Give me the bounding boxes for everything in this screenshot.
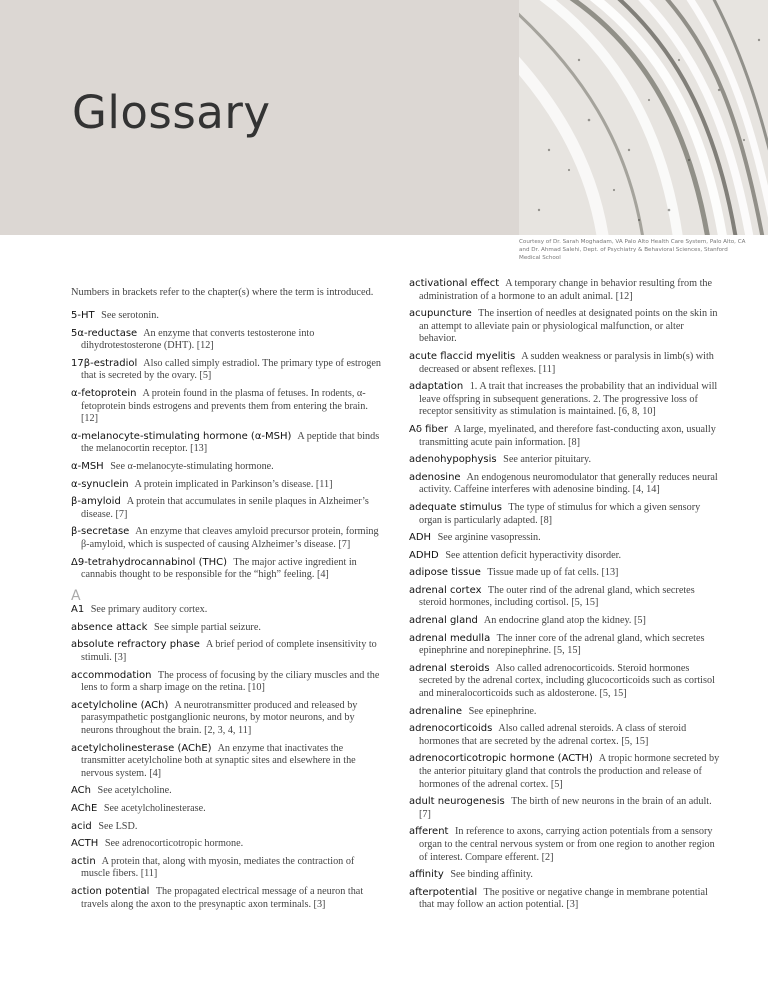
entry-definition: See epinephrine. [468,705,537,717]
entry-definition: The major active ingredient in cannabis thought to be responsible for the “high” feeling. [4] [81,556,357,581]
entry-term: adenosine [409,471,461,483]
entry-definition: The outer rind of the adrenal gland, which secretes steroid hormones, including cortisol. [5, 15] [419,584,695,609]
glossary-entry [71,856,383,881]
entry-definition: A large, myelinated, and therefore fast-conducting axon, usually transmitting acute pain information. [8] [419,423,716,448]
entry-term: 5α-reductase [71,327,138,339]
glossary-entry [71,785,383,798]
entry-definition: A protein that, along with myosin, mediates the contraction of muscle fibers. [11] [81,855,355,880]
entry-term: adrenal cortex [409,584,482,596]
entry-term: 17β-estradiol [71,357,138,369]
glossary-entry [71,821,383,834]
entry-term: ACTH [71,838,99,850]
page-title: Glossary [72,86,271,139]
glossary-entry [409,887,721,912]
glossary-entry [409,278,721,303]
glossary-entry [409,663,721,701]
entry-definition: See adrenocorticotropic hormone. [104,838,244,850]
glossary-entry [409,351,721,376]
glossary-entry [71,358,383,383]
entry-definition: The birth of new neurons in the brain of an adult. [7] [419,796,712,820]
glossary-entry [409,502,721,527]
entry-term: afferent [409,826,449,838]
glossary-entry [409,615,721,628]
entry-term: adrenocorticotropic hormone (ACTH) [409,753,593,765]
glossary-entry [409,308,721,346]
glossary-entry [409,424,721,449]
entry-definition: A tropic hormone secreted by the anterior pituitary gland that controls the production and release of hormones of the adrenal cortex. [5] [419,753,720,790]
glossary-entry [71,886,383,911]
entry-term: absence attack [71,621,148,633]
tissue-micrograph-photo [519,0,768,235]
entry-term: acupuncture [409,308,472,320]
entry-definition: In reference to axons, carrying action potentials from a sensory organ to the central nervous system or from one region to another region of interest. Compare efferent. [2] [419,826,715,863]
entry-definition: See serotonin. [101,310,159,321]
section-letter-heading: A [71,587,81,604]
glossary-entry [71,479,383,492]
entry-definition: See acetylcholine. [97,785,172,797]
glossary-entry [71,461,383,474]
entry-definition: The process of focusing by the ciliary muscles and the lens to form a sharp image on the retina. [10] [81,669,380,694]
entry-definition: An enzyme that inactivates the transmitter acetylcholine both at synaptic sites and elsewhere in the nervous system. [4] [81,742,356,779]
glossary-entry [71,743,383,781]
entry-term: adrenal steroids [409,662,490,674]
glossary-entry [409,633,721,658]
entry-definition: The insertion of needles at designated points on the skin in an attempt to alleviate pain or physiological malfunction, or alter behavior. [419,308,718,345]
entry-definition: Also called adrenocorticoids. Steroid hormones secreted by the adrenal cortex, including glucocorticoids such as cortisol and mineralocorticoids such as aldosterone. [5, 15] [419,662,715,700]
glossary-entry [409,869,721,882]
glossary-column-left [71,285,383,916]
entry-term: adult neurogenesis [409,796,505,808]
entry-term: α-synuclein [71,478,129,490]
entry-definition: The propagated electrical message of a neuron that travels along the axon to the presynaptic axon terminals. [3] [81,885,364,910]
entry-term: adrenal gland [409,615,478,627]
entry-definition: The inner core of the adrenal gland, which secretes epinephrine and norepinephrine. [5, 15] [419,632,705,657]
entry-definition: Tissue made up of fat cells. [13] [487,567,619,579]
entry-term: affinity [409,869,444,881]
entry-term: adrenaline [409,705,463,717]
entry-term: acute flaccid myelitis [409,350,516,362]
entry-definition: A protein found in the plasma of fetuses. In rodents, α-fetoprotein binds estrogens and prevents them from entering the brain. [12] [81,387,368,425]
entry-definition: See acetylcholinesterase. [103,803,206,814]
entry-definition: 1. A trait that increases the probability that an individual will leave offspring in subsequent generations. 2. The progressive loss of receptor sensitivity as stimulation is maintained. [6, 8, 10] [419,381,718,418]
entry-term: Δ9-tetrahydrocannabinol (THC) [71,556,228,568]
glossary-entry [409,826,721,864]
entry-term: adrenocorticoids [409,723,493,735]
entry-definition: See α-melanocyte-stimulating hormone. [110,460,274,472]
glossary-column-right [409,278,721,917]
glossary-entry [71,622,383,635]
entry-definition: The positive or negative change in membrane potential that may follow an action potential. [3] [419,886,708,911]
entry-term: Aδ fiber [409,423,449,435]
entry-definition: A brief period of complete insensitivity to stimuli. [3] [81,639,377,664]
entry-term: β-amyloid [71,496,121,508]
entry-definition: An enzyme that cleaves amyloid precursor protein, forming β-amyloid, which is suspected of causing Alzheimer’s disease. [7] [81,526,379,550]
entry-term: ADH [409,532,432,544]
entry-definition: See arginine vasopressin. [437,532,541,544]
entry-term: action potential [71,885,150,897]
glossary-entry [409,381,721,419]
glossary-entry [409,550,721,563]
entry-definition: See primary auditory cortex. [90,604,208,616]
entry-term: α-fetoprotein [71,387,137,399]
glossary-entry [71,700,383,738]
entry-term: actin [71,855,96,867]
entry-term: AChE [71,803,98,814]
entry-term: afterpotential [409,886,478,898]
glossary-entry [71,496,383,521]
entry-term: α-melanocyte-stimulating hormone (α-MSH) [71,430,292,442]
glossary-entry [71,670,383,695]
glossary-entry [71,328,383,353]
glossary-entry [71,639,383,664]
entry-term: A1 [71,604,85,616]
glossary-entry [71,310,383,323]
entry-term: β-secretase [71,526,130,538]
entry-term: ACh [71,785,91,797]
entry-definition: See simple partial seizure. [153,621,261,633]
glossary-entry [409,796,721,821]
glossary-entry [409,454,721,467]
entry-term: ADHD [409,549,439,561]
entry-definition: See anterior pituitary. [503,454,592,466]
entry-term: 5-HT [71,310,95,321]
entry-term: acetylcholine (ACh) [71,699,169,711]
glossary-entry [71,526,383,551]
entry-term: adaptation [409,381,464,393]
intro-note: Numbers in brackets refer to the chapter(s) where the term is introduced. [71,287,374,298]
entry-definition: A protein that accumulates in senile plaques in Alzheimer’s disease. [7] [81,496,369,520]
glossary-entry [409,706,721,719]
entry-definition: A protein implicated in Parkinson’s disease. [11] [134,478,333,490]
entry-term: activational effect [409,278,500,289]
entry-definition: Also called adrenal steroids. A class of steroid hormones that are secreted by the adrenal cortex. [5, 15] [419,723,687,747]
entry-term: acid [71,820,92,832]
glossary-entry [409,753,721,791]
glossary-entry [409,532,721,545]
glossary-entry [409,567,721,580]
glossary-entry [409,585,721,610]
entry-definition: An endogenous neuromodulator that generally reduces neural activity. Caffeine interferes with adenosine binding. [4, 14] [419,471,718,496]
entry-term: absolute refractory phase [71,639,200,651]
glossary-entry [409,472,721,497]
entry-definition: See LSD. [98,820,138,832]
glossary-entry [409,723,721,748]
entry-definition: The type of stimulus for which a given sensory organ is particularly adapted. [8] [419,501,701,526]
glossary-entry [71,604,383,617]
entry-term: adipose tissue [409,567,481,579]
entry-definition: See binding affinity. [450,869,533,881]
entry-definition: A sudden weakness or paralysis in limb(s) with decreased or absent reflexes. [11] [419,350,714,375]
glossary-entry [71,557,383,582]
entry-definition: A peptide that binds the melanocortin receptor. [13] [81,430,380,455]
entry-term: α-MSH [71,460,104,472]
glossary-entry [71,431,383,456]
glossary-entry [71,838,383,851]
photo-credit: Courtesy of Dr. Sarah Moghadam, VA Palo Alto Health Care System, Palo Alto, CA and Dr. Ahmad Salehi, Dept. of Psychiatry & Behavioral Sciences, Stanford Medical School [519,239,746,261]
glossary-entry [71,388,383,426]
entry-term: adequate stimulus [409,501,503,513]
entry-term: accommodation [71,669,152,681]
entry-definition: An endocrine gland atop the kidney. [5] [483,615,646,627]
entry-term: adrenal medulla [409,632,491,644]
entry-definition: A neurotransmitter produced and released by parasympathetic postganglionic neurons, by motor neurons, and by neurons throughout the brain. [2, 3, 4, 11] [81,699,358,737]
glossary-entry [71,803,383,816]
entry-definition: An enzyme that converts testosterone into dihydrotestosterone (DHT). [12] [81,327,315,352]
entry-term: adenohypophysis [409,454,497,466]
entry-term: acetylcholinesterase (AChE) [71,742,212,754]
entry-definition: Also called simply estradiol. The primary type of estrogen that is secreted by the ovary. [5] [81,357,381,382]
entry-definition: A temporary change in behavior resulting from the administration of a hormone to an adult animal. [12] [419,278,713,302]
entry-definition: See attention deficit hyperactivity disorder. [445,549,621,561]
